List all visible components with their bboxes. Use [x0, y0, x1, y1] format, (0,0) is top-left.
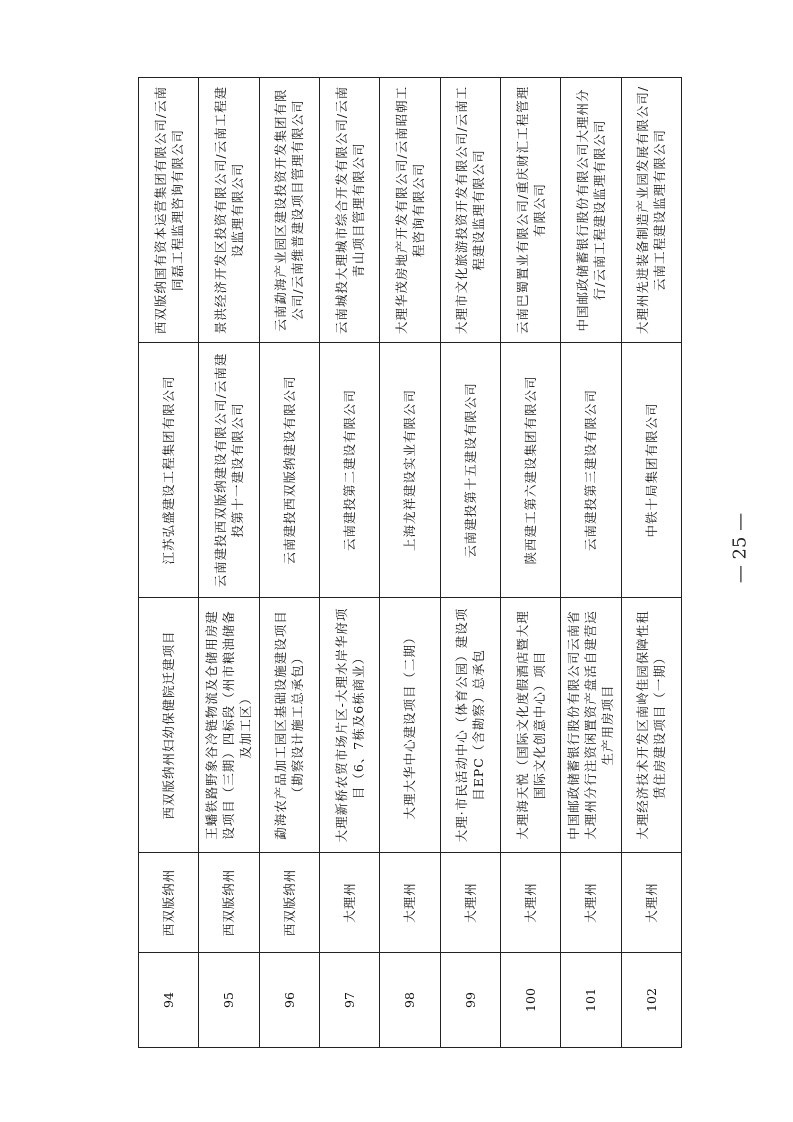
row-number: 97: [319, 953, 379, 1048]
construction-company-cell: 陕西建工第六建设集团有限公司: [500, 343, 560, 598]
row-number: 99: [440, 953, 500, 1048]
construction-company-cell: 云南建投第三建设有限公司: [561, 343, 621, 598]
region-cell: 大理州: [561, 853, 621, 953]
owner-supervisor-cell: 云南勐海产业园区建设投资开发集团有限公司/云南维普建设项目管理有限公司: [259, 78, 319, 343]
owner-supervisor-cell: 大理市文化旅游投资开发有限公司/云南工程建设监理有限公司: [440, 78, 500, 343]
rotated-table-container: [138, 78, 681, 1048]
table-row: [139, 78, 199, 1048]
table-row: [259, 78, 319, 1048]
owner-supervisor-cell: 云南巴蜀置业有限公司/重庆财汇工程管理有限公司: [500, 78, 560, 343]
owner-supervisor-cell: 云南城投大理城市综合开发有限公司/云南青山项目管理有限公司: [319, 78, 379, 343]
row-number: 98: [380, 953, 440, 1048]
region-cell: 西双版纳州: [199, 853, 259, 953]
region-cell: 大理州: [380, 853, 440, 953]
project-name-cell: 王蟠铁路野象谷冷链物流及仓储用房建设项目（三期）四标段（州市粮油储备及加工区）: [199, 598, 259, 853]
row-number: 100: [500, 953, 560, 1048]
table-row: [319, 78, 379, 1048]
project-name-cell: 大理·市民活动中心（体育公园）建设项目EPC（含勘察）总承包: [440, 598, 500, 853]
row-number: 95: [199, 953, 259, 1048]
owner-supervisor-cell: 景洪经济开发区投资有限公司/云南工程建设监理有限公司: [199, 78, 259, 343]
project-name-cell: 大理新桥农贸市场片区-大理水岸华府项目（6、7栋及6栋商业）: [319, 598, 379, 853]
construction-company-cell: 上海龙祥建设实业有限公司: [380, 343, 440, 598]
region-cell: 大理州: [319, 853, 379, 953]
row-number: 101: [561, 953, 621, 1048]
construction-company-cell: 中铁十局集团有限公司: [621, 343, 681, 598]
region-cell: 大理州: [621, 853, 681, 953]
owner-supervisor-cell: 大理州先进装备制造产业园发展有限公司/云南工程建设监理有限公司: [621, 78, 681, 343]
project-name-cell: 大理海天悦（国际文化度假酒店暨大理国际文化创意中心）项目: [500, 598, 560, 853]
table-row: [440, 78, 500, 1048]
table-row: [561, 78, 621, 1048]
region-cell: 西双版纳州: [259, 853, 319, 953]
table-row: [199, 78, 259, 1048]
construction-company-cell: 江苏弘盛建设工程集团有限公司: [139, 343, 199, 598]
project-name-cell: 西双版纳州妇幼保健院迁建项目: [139, 598, 199, 853]
owner-supervisor-cell: 大理华茂房地产开发有限公司/云南昭朝工程咨询有限公司: [380, 78, 440, 343]
region-cell: 大理州: [440, 853, 500, 953]
construction-company-cell: 云南建投第二建设有限公司: [319, 343, 379, 598]
table-row: [500, 78, 560, 1048]
project-name-cell: 中国邮政储蓄银行股份有限公司云南省大理州分行注资闲置资产盘活自建营运生产用房项目: [561, 598, 621, 853]
construction-company-cell: 云南建投第十五建设有限公司: [440, 343, 500, 598]
page-number: — 25 —: [729, 512, 751, 584]
region-cell: 西双版纳州: [139, 853, 199, 953]
row-number: 96: [259, 953, 319, 1048]
owner-supervisor-cell: 西双版纳国有资本运营集团有限公司/云南同磊工程监理咨询有限公司: [139, 78, 199, 343]
project-name-cell: 大理大华中心建设项目（二期）: [380, 598, 440, 853]
row-number: 102: [621, 953, 681, 1048]
project-table: [138, 77, 682, 1048]
row-number: 94: [139, 953, 199, 1048]
construction-company-cell: 云南建投西双版纳建设有限公司: [259, 343, 319, 598]
table-row: [380, 78, 440, 1048]
table-row: [621, 78, 681, 1048]
region-cell: 大理州: [500, 853, 560, 953]
owner-supervisor-cell: 中国邮政储蓄银行股份有限公司大理州分行/云南工程建设监理有限公司: [561, 78, 621, 343]
construction-company-cell: 云南建投西双版纳建设有限公司/云南建投第十一建设有限公司: [199, 343, 259, 598]
project-name-cell: 勐海农产品加工园区基础设施建设项目（勘察设计施工总承包）: [259, 598, 319, 853]
project-name-cell: 大理经济技术开发区南岭佳园保障性租赁住房建设项目（一期）: [621, 598, 681, 853]
